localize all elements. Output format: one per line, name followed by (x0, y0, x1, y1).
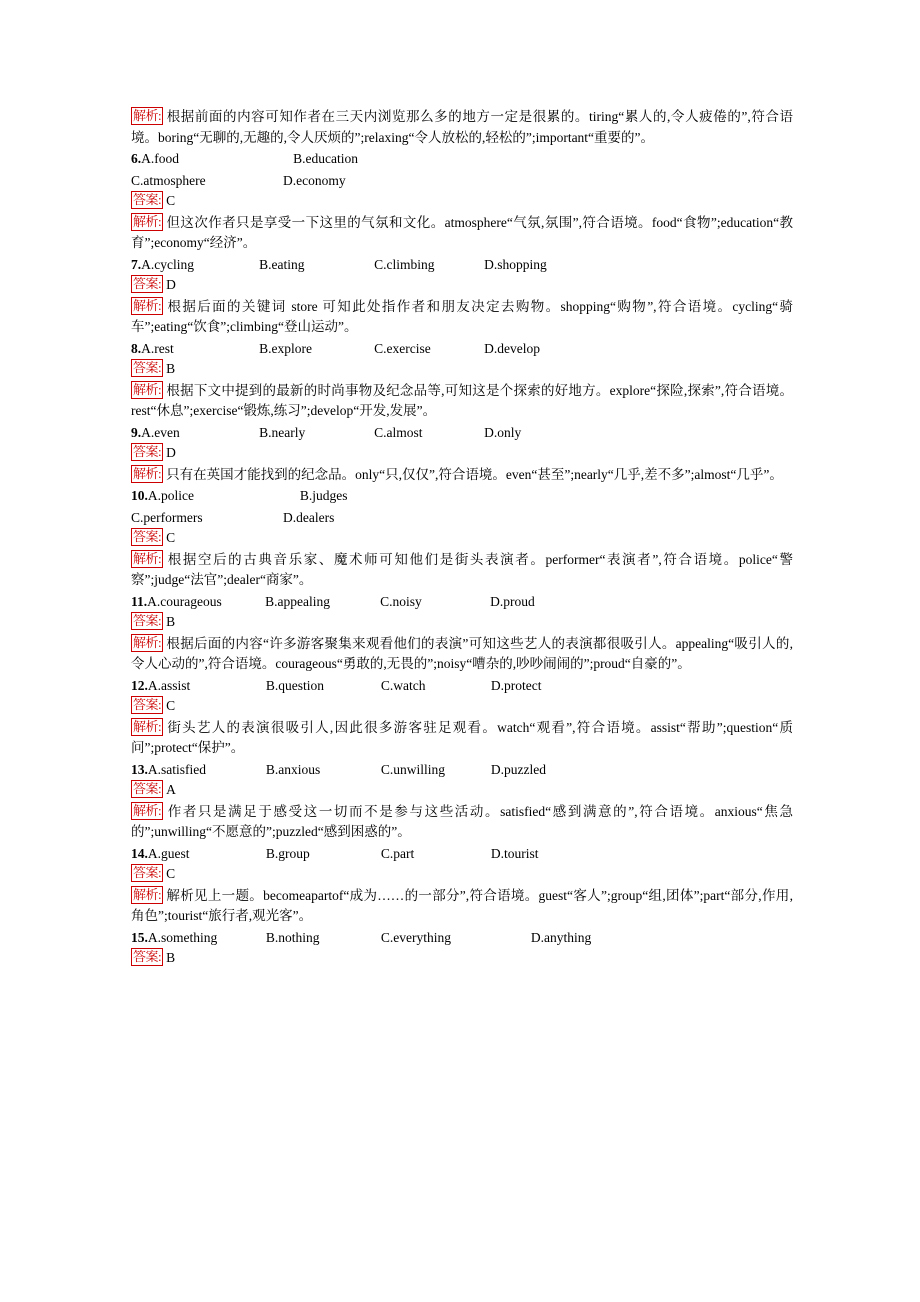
explain-label: 解析: (133, 886, 162, 902)
explain-label: 解析: (133, 802, 162, 818)
explain-label: 解析: (133, 718, 162, 734)
option-a[interactable]: A.satisfied (147, 761, 206, 777)
question-options-q6-row2 (131, 171, 793, 192)
option-c[interactable]: C.noisy (380, 593, 422, 609)
question-number: 8. (131, 340, 142, 356)
explanation-block-q13 (131, 802, 793, 843)
explanation-text: 但这次作者只是享受一下这里的气氛和文化。atmosphere“气氛,氛围”,符合语境。food“食物”;education“教育”;economy“经济”。 (131, 214, 793, 250)
answer-label: 答案: (133, 192, 162, 207)
answer-key-content (131, 106, 793, 969)
explanation-block-q14 (131, 886, 793, 927)
answer-label: 答案: (133, 697, 162, 712)
explanation-block-q9 (131, 465, 793, 486)
option-d[interactable]: D.protect (490, 677, 542, 693)
question-options-q10 (131, 486, 793, 507)
explanation-text: 根据后面的内容“许多游客聚集来观看他们的表演”可知这些艺人的表演都很吸引人。appealing“吸引人的,令人心动的”,符合语境。courageous“勇敢的,无畏的”;noisy“嘈杂的,吵吵闹闹的”;proud“自豪的”。 (131, 635, 793, 671)
answer-label: 答案: (133, 613, 162, 628)
answer-label: 答案: (133, 360, 162, 375)
explanation-text: 只有在英国才能找到的纪念品。only“只,仅仅”,符合语境。even“甚至”;nearly“几乎,差不多”;almost“几乎”。 (166, 466, 783, 482)
option-b[interactable]: B.judges (299, 488, 348, 503)
option-c[interactable]: C.everything (380, 929, 451, 945)
question-number: 10. (131, 488, 148, 503)
answer-block-q11 (131, 612, 793, 633)
option-b[interactable]: B.appealing (265, 593, 330, 609)
explanation-block-q7 (131, 297, 793, 338)
option-b[interactable]: B.explore (259, 340, 312, 356)
question-options-q13 (131, 760, 793, 781)
option-d[interactable]: D.shopping (484, 256, 547, 272)
option-a[interactable]: A.something (147, 929, 218, 945)
question-options-q7 (131, 255, 793, 276)
option-a[interactable]: A.assist (147, 677, 191, 693)
option-c[interactable]: C.climbing (374, 256, 435, 272)
question-options-q12 (131, 676, 793, 697)
answer-value: C (166, 866, 176, 881)
option-b[interactable]: B.nothing (265, 929, 320, 945)
option-c[interactable]: C.atmosphere (131, 172, 206, 188)
option-b[interactable]: B.nearly (259, 424, 306, 440)
answer-block-q15 (131, 948, 793, 969)
option-b[interactable]: B.group (265, 845, 310, 861)
option-d[interactable]: D.anything (530, 929, 592, 945)
option-a[interactable]: A.cycling (141, 256, 194, 272)
answer-block-q7 (131, 275, 793, 296)
option-d[interactable]: D.dealers (283, 509, 335, 525)
answer-value: B (166, 614, 176, 629)
explanation-block-q6 (131, 213, 793, 254)
option-d[interactable]: D.puzzled (490, 761, 546, 777)
explanation-text: 根据下文中提到的最新的时尚事物及纪念品等,可知这是个探索的好地方。explore“探险,探索”,符合语境。rest“休息”;exercise“锻炼,练习”;develop“开发,发展”。 (131, 382, 793, 418)
answer-block-q12 (131, 696, 793, 717)
option-d[interactable]: D.only (484, 424, 522, 440)
answer-label: 答案: (133, 781, 162, 796)
explanation-block-q5 (131, 107, 793, 148)
explain-label: 解析: (133, 108, 162, 123)
option-c[interactable]: C.performers (131, 509, 203, 525)
option-a[interactable]: A.rest (141, 340, 174, 356)
explanation-block-q11 (131, 634, 793, 675)
explanation-text: 根据后面的关键词 store 可知此处指作者和朋友决定去购物。shopping“购物”,符合语境。cycling“骑车”;eating“饮食”;climbing“登山运动”。 (131, 298, 793, 334)
answer-label: 答案: (133, 276, 162, 291)
question-number: 13. (131, 761, 148, 777)
answer-value: B (166, 361, 176, 376)
option-c[interactable]: C.almost (374, 424, 423, 440)
explanation-block-q8 (131, 381, 793, 422)
answer-value: B (166, 950, 176, 965)
answer-label: 答案: (133, 949, 162, 964)
option-d[interactable]: D.economy (283, 172, 346, 188)
option-d[interactable]: D.tourist (490, 845, 539, 861)
question-number: 15. (131, 929, 148, 945)
option-d[interactable]: D.develop (484, 340, 540, 356)
question-options-q10-row2 (131, 508, 793, 529)
question-number: 7. (131, 256, 142, 272)
explain-label: 解析: (133, 634, 162, 650)
answer-value: C (166, 698, 176, 713)
question-number: 9. (131, 424, 142, 440)
answer-label: 答案: (133, 865, 162, 880)
option-a[interactable]: A.courageous (147, 593, 222, 609)
answer-label: 答案: (133, 444, 162, 459)
answer-value: D (166, 445, 176, 460)
explain-label: 解析: (133, 213, 162, 229)
option-b[interactable]: B.eating (259, 256, 305, 272)
answer-value: D (166, 277, 176, 292)
question-options-q11 (131, 592, 793, 613)
question-number: 6. (131, 151, 142, 166)
explanation-block-q10 (131, 550, 793, 591)
answer-block-q10 (131, 528, 793, 549)
option-c[interactable]: C.exercise (374, 340, 431, 356)
option-b[interactable]: B.question (265, 677, 325, 693)
explanation-text: 解析见上一题。becomeapartof“成为……的一部分”,符合语境。guest“客人”;group“组,团体”;part“部分,作用,角色”;tourist“旅行者,观光客”。 (131, 887, 793, 923)
question-options-q9 (131, 423, 793, 444)
option-b[interactable]: B.education (293, 151, 358, 166)
option-a[interactable]: A.guest (147, 845, 190, 861)
question-options-q14 (131, 844, 793, 865)
answer-block-q14 (131, 864, 793, 885)
explanation-text: 作者只是满足于感受这一切而不是参与这些活动。satisfied“感到满意的”,符合语境。anxious“焦急的”;unwilling“不愿意的”;puzzled“感到困惑的”。 (131, 803, 793, 839)
question-number: 11. (131, 593, 148, 609)
explanation-text: 根据前面的内容可知作者在三天内浏览那么多的地方一定是很累的。tiring“累人的,令人疲倦的”,符合语境。boring“无聊的,无趣的,令人厌烦的”;relaxing“令人放松的,轻松的”;important“重要的”。 (131, 109, 793, 145)
answer-block-q9 (131, 443, 793, 464)
answer-label: 答案: (133, 529, 162, 544)
question-options-q6 (131, 149, 793, 170)
answer-block-q6 (131, 191, 793, 212)
option-a[interactable]: A.police (147, 488, 194, 503)
question-options-q8 (131, 339, 793, 360)
option-c[interactable]: C.watch (380, 677, 426, 693)
explanation-text: 街头艺人的表演很吸引人,因此很多游客驻足观看。watch“观看”,符合语境。assist“帮助”;question“质问”;protect“保护”。 (131, 719, 793, 755)
answer-block-q8 (131, 359, 793, 380)
explain-label: 解析: (133, 550, 162, 566)
option-a[interactable]: A.food (141, 151, 179, 166)
option-b[interactable]: B.anxious (265, 761, 321, 777)
answer-value: A (166, 782, 176, 797)
answer-block-q13 (131, 780, 793, 801)
explain-label: 解析: (133, 381, 162, 397)
option-c[interactable]: C.unwilling (380, 761, 446, 777)
question-number: 14. (131, 845, 148, 861)
answer-value: C (166, 530, 176, 545)
explanation-block-q12 (131, 718, 793, 759)
explain-label: 解析: (133, 465, 162, 481)
question-options-q15 (131, 928, 793, 949)
answer-value: C (166, 193, 176, 208)
question-number: 12. (131, 677, 148, 693)
option-a[interactable]: A.even (141, 424, 180, 440)
explain-label: 解析: (133, 297, 162, 313)
explanation-text: 根据空后的古典音乐家、魔术师可知他们是街头表演者。performer“表演者”,符合语境。police“警察”;judge“法官”;dealer“商家”。 (131, 551, 793, 587)
option-d[interactable]: D.proud (490, 593, 535, 609)
option-c[interactable]: C.part (380, 845, 415, 861)
